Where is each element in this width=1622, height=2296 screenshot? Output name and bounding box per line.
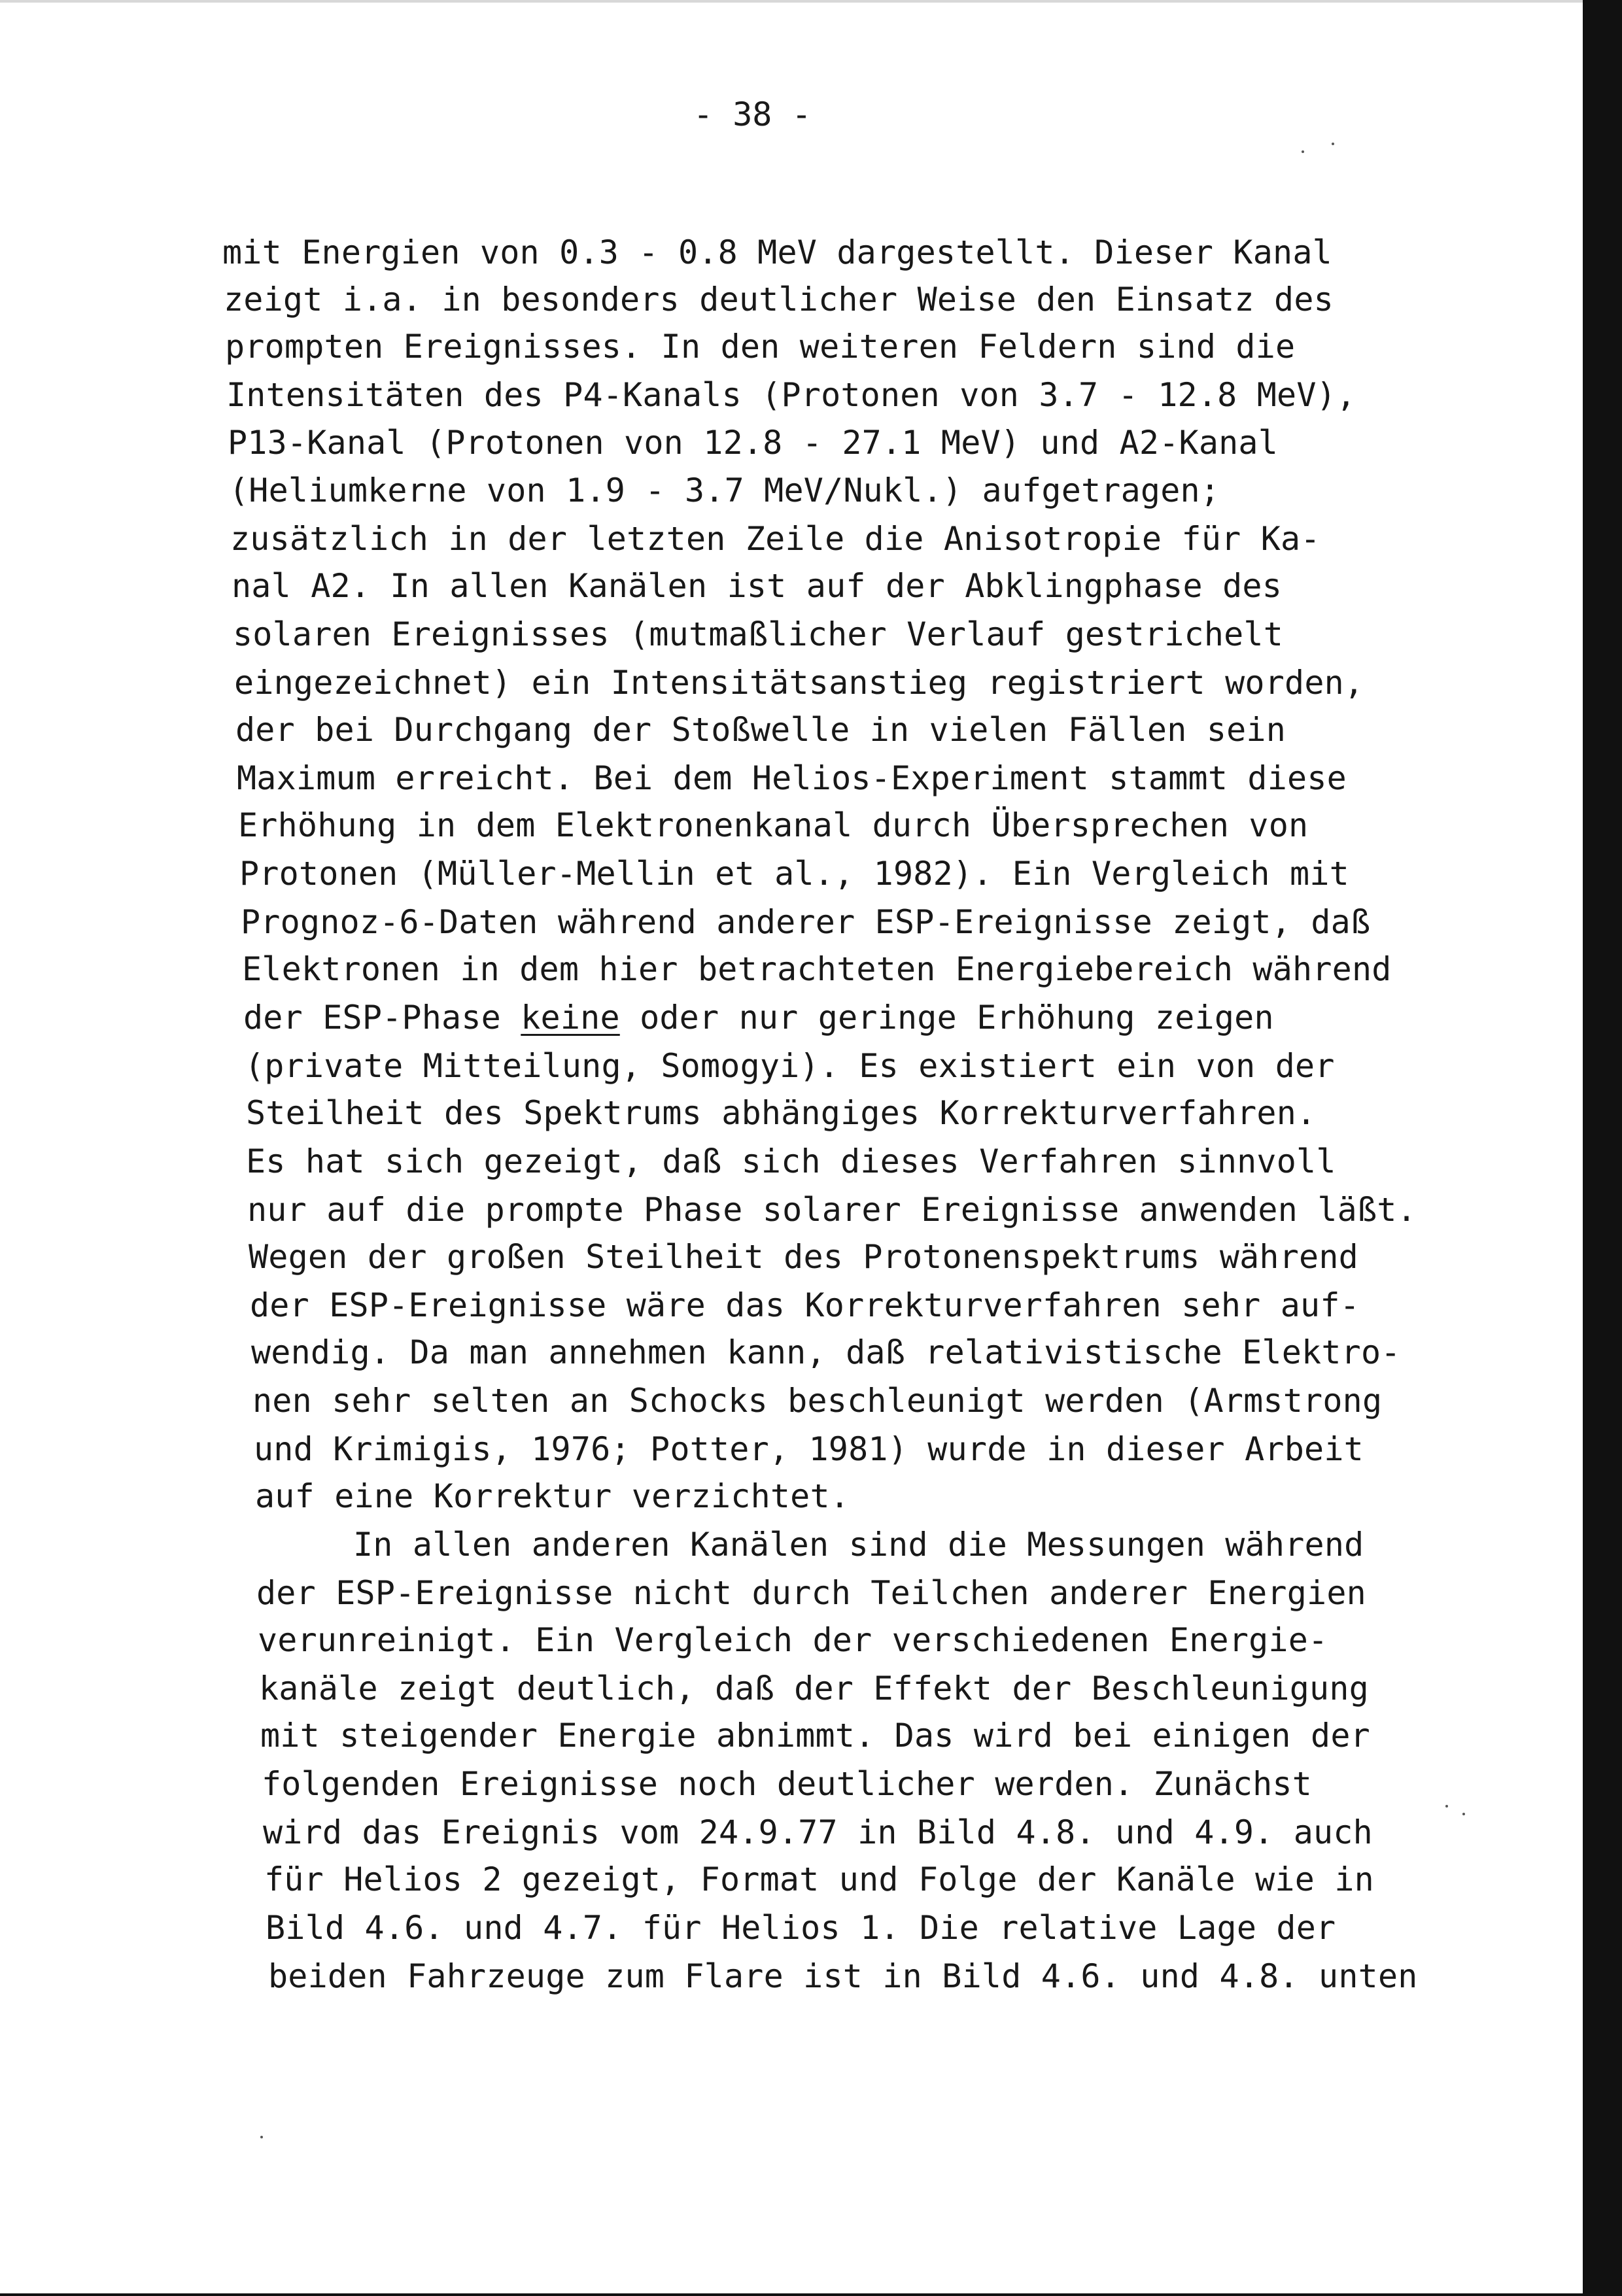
text-line: prompten Ereignisses. In den weiteren Feldern sind die bbox=[225, 328, 1296, 366]
text-line: wendig. Da man annehmen kann, daß relativistische Elektro- bbox=[251, 1333, 1401, 1371]
page-number: - 38 - bbox=[693, 95, 812, 133]
text-line: folgenden Ereignisse noch deutlicher werden. Zunächst bbox=[262, 1765, 1313, 1803]
text-line: mit Energien von 0.3 - 0.8 MeV dargestellt. Dieser Kanal bbox=[222, 233, 1332, 271]
text-line: zeigt i.a. in besonders deutlicher Weise den Einsatz des bbox=[224, 281, 1334, 318]
text-line: eingezeichnet) ein Intensitätsanstieg registriert worden, bbox=[234, 664, 1364, 702]
text-line: verunreinigt. Ein Vergleich der verschiedenen Energie- bbox=[258, 1621, 1328, 1659]
text-line: kanäle zeigt deutlich, daß der Effekt der Beschleunigung bbox=[259, 1670, 1369, 1707]
text-line: Elektronen in dem hier betrachteten Energiebereich während bbox=[242, 950, 1392, 988]
text-line: wird das Ereignis vom 24.9.77 in Bild 4.8. und 4.9. auch bbox=[263, 1813, 1373, 1851]
text-line: auf eine Korrektur verzichtet. bbox=[255, 1477, 850, 1515]
text-line: nen sehr selten an Schocks beschleunigt werden (Armstrong bbox=[252, 1382, 1383, 1420]
text-line: (Heliumkerne von 1.9 - 3.7 MeV/Nukl.) aufgetragen; bbox=[229, 471, 1220, 509]
text-line: der ESP-Ereignisse wäre das Korrekturverfahren sehr auf- bbox=[250, 1286, 1360, 1324]
scan-speck bbox=[1462, 1813, 1465, 1815]
text-line: (private Mitteilung, Somogyi). Es existiert ein von der bbox=[245, 1047, 1335, 1085]
text-line: nal A2. In allen Kanälen ist auf der Abklingphase des bbox=[232, 567, 1283, 605]
scan-speck bbox=[1445, 1805, 1448, 1808]
text-segment: der ESP-Phase bbox=[243, 999, 521, 1037]
text-line: zusätzlich in der letzten Zeile die Anisotropie für Ka- bbox=[230, 520, 1320, 558]
text-line: beiden Fahrzeuge zum Flare ist in Bild 4.6. und 4.8. unten bbox=[268, 1957, 1418, 1995]
text-line: und Krimigis, 1976; Potter, 1981) wurde in dieser Arbeit bbox=[254, 1430, 1364, 1468]
text-line: Steilheit des Spektrums abhängiges Korrekturverfahren. bbox=[246, 1094, 1317, 1132]
text-line: für Helios 2 gezeigt, Format und Folge der Kanäle wie in bbox=[264, 1860, 1374, 1898]
text-line: Protonen (Müller-Mellin et al., 1982). Ein Vergleich mit bbox=[239, 855, 1349, 893]
underlined-word: keine bbox=[521, 999, 620, 1037]
text-line: Prognoz-6-Daten während anderer ESP-Ereignisse zeigt, daß bbox=[241, 903, 1371, 941]
text-line: Bild 4.6. und 4.7. für Helios 1. Die relative Lage der bbox=[266, 1909, 1336, 1947]
text-line: Intensitäten des P4-Kanals (Protonen von 3.7 - 12.8 MeV), bbox=[226, 376, 1356, 414]
text-line: mit steigender Energie abnimmt. Das wird bei einigen der bbox=[260, 1717, 1370, 1755]
text-line: nur auf die prompte Phase solarer Ereignisse anwenden läßt. bbox=[247, 1191, 1417, 1229]
text-segment: oder nur geringe Erhöhung zeigen bbox=[619, 999, 1274, 1037]
scan-speck bbox=[1302, 150, 1304, 153]
text-line: In allen anderen Kanälen sind die Messungen während bbox=[353, 1526, 1364, 1564]
text-line: Erhöhung in dem Elektronenkanal durch Übersprechen von bbox=[238, 806, 1309, 844]
text-line: solaren Ereignisses (mutmaßlicher Verlauf gestrichelt bbox=[233, 615, 1284, 653]
text-line: der bei Durchgang der Stoßwelle in vielen Fällen sein bbox=[235, 711, 1286, 749]
text-line bbox=[243, 998, 1274, 1037]
text-line: Maximum erreicht. Bei dem Helios-Experiment stammt diese bbox=[237, 759, 1347, 797]
text-line: Es hat sich gezeigt, daß sich dieses Verfahren sinnvoll bbox=[246, 1142, 1336, 1180]
scan-speck bbox=[1332, 143, 1334, 145]
text-line: der ESP-Ereignisse nicht durch Teilchen anderer Energien bbox=[256, 1574, 1366, 1612]
scan-speck bbox=[260, 2136, 263, 2138]
text-line: Wegen der großen Steilheit des Protonenspektrums während bbox=[249, 1238, 1358, 1276]
text-line: P13-Kanal (Protonen von 12.8 - 27.1 MeV) und A2-Kanal bbox=[228, 424, 1279, 462]
body-text bbox=[0, 3, 1583, 2296]
